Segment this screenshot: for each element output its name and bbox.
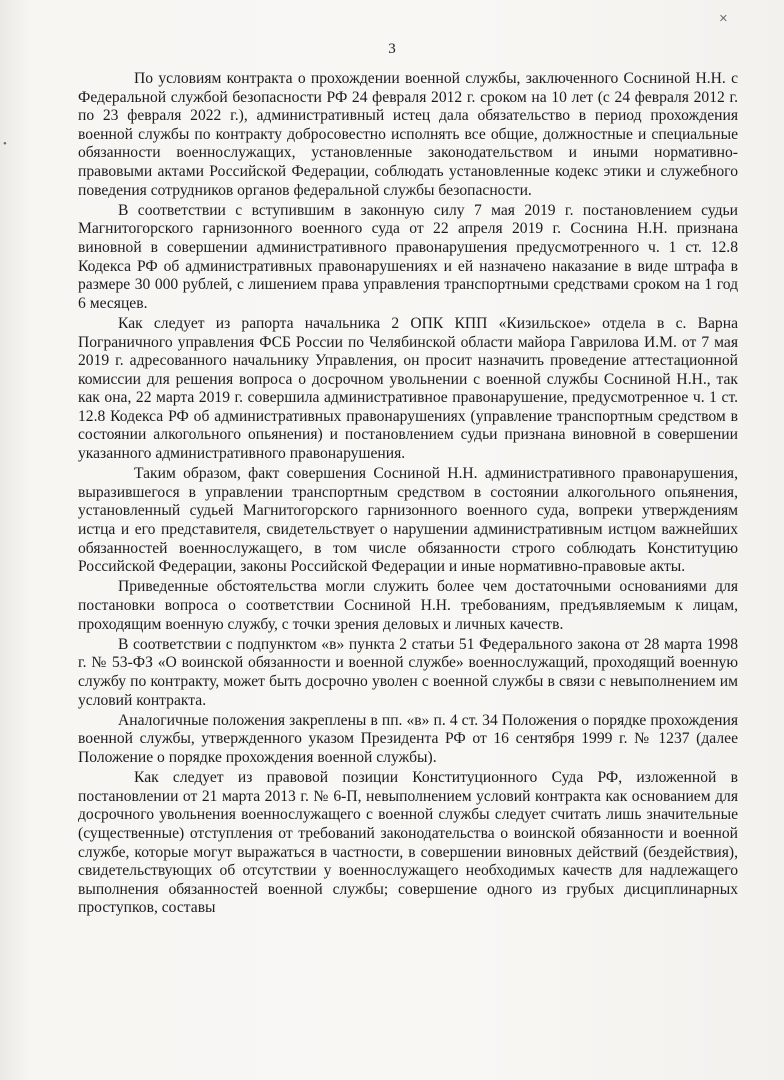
paragraph-grounds: Приведенные обстоятельства могли служить более чем достаточными основаниями для постановки вопроса о соответствии Сосниной Н.Н. требованиям, предъявляемым к лицам, проходящим военную службу, с точки зрения деловых и личных качеств. bbox=[78, 578, 738, 633]
paragraph-report: Как следует из рапорта начальника 2 ОПК КПП «Кизильское» отдела в с. Варна Пограничного управления ФСБ России по Челябинской области майора Гаврилова И.М. от 7 мая 2019 г. адресованного начальнику Управления, он просит назначить проведение аттестационной комиссии для решения вопроса о досрочном увольнении с военной службы Сосниной Н.Н., так как она, 22 марта 2019 г. совершила административное правонарушение, предусмотренное ч. 1 ст. 12.8 Кодекса РФ об административных правонарушениях (управление транспортным средством в состоянии алкогольного опьянения) и постановлением судьи признана виновной в совершении указанного административного правонарушения. bbox=[78, 314, 738, 463]
document-body bbox=[78, 70, 738, 919]
paragraph-regulation: Аналогичные положения закреплены в пп. «в» п. 4 ст. 34 Положения о порядке прохождения военной службы, утвержденного указом Президента РФ от 16 сентября 1999 г. № 1237 (далее Положение о порядке прохождения военной службы). bbox=[78, 711, 738, 766]
paragraph-federal-law: В соответствии с подпунктом «в» пункта 2 статьи 51 Федерального закона от 28 марта 1998 г. № 53-ФЗ «О воинской обязанности и военной службе» военнослужащий, проходящий военную службу по контракту, может быть досрочно уволен с военной службы в связи с невыполнением им условий контракта. bbox=[78, 635, 738, 709]
scan-speck-icon: ✕ bbox=[718, 13, 728, 25]
paragraph-constitutional-court: Как следует из правовой позиции Конституционного Суда РФ, изложенной в постановлении от 21 марта 2013 г. № 6-П, невыполнением условий контракта как основанием для досрочного увольнения военнослужащего с военной службы следует считать лишь значительные (существенные) отступления от требований законодательства о воинской обязанности и военной службе, которые могут выражаться в частности, в совершении виновных действий (бездействия), свидетельствующих об отсутствии у военнослужащего необходимых качеств для надлежащего выполнения обязанностей военной службы; совершение одного из грубых дисциплинарных проступков, составы bbox=[78, 769, 738, 917]
paragraph-conclusion: Таким образом, факт совершения Сосниной Н.Н. административного правонарушения, выразившегося в управлении транспортным средством в состоянии алкогольного опьянения, установленный судьей Магнитогорского гарнизонного военного суда, вопреки утверждениям истца и его представителя, свидетельствует о нарушении административным истцом важнейших обязанностей военнослужащего, в том числе обязанности строго соблюдать Конституцию Российской Федерации, законы Российской Федерации и иные нормативно-правовые акты. bbox=[78, 465, 738, 576]
page-number: 3 bbox=[388, 41, 396, 57]
scan-speck-icon: • bbox=[3, 138, 7, 150]
paragraph-court-ruling: В соответствии с вступившим в законную силу 7 мая 2019 г. постановлением судьи Магнитогорского гарнизонного военного суда от 22 апреля 2019 г. Соснина Н.Н. признана виновной в совершении административного правонарушения предусмотренного ч. 1 ст. 12.8 Кодекса РФ об административных правонарушениях и ей назначено наказание в виде штрафа в размере 30 000 рублей, с лишением права управления транспортными средствами сроком на 1 год 6 месяцев. bbox=[78, 201, 738, 312]
paragraph-contract-terms: По условиям контракта о прохождении военной службы, заключенного Сосниной Н.Н. с Федеральной службой безопасности РФ 24 февраля 2012 г. сроком на 10 лет (с 24 февраля 2012 г. по 23 февраля 2022 г.), административный истец дала обязательство в период прохождения военной службы по контракту добросовестно исполнять все общие, должностные и специальные обязанности военнослужащих, установленные законодательством и иными нормативно-правовыми актами Российской Федерации, соблюдать установленные кодекс этики и служебного поведения сотрудников органов федеральной службы безопасности. bbox=[78, 70, 738, 199]
